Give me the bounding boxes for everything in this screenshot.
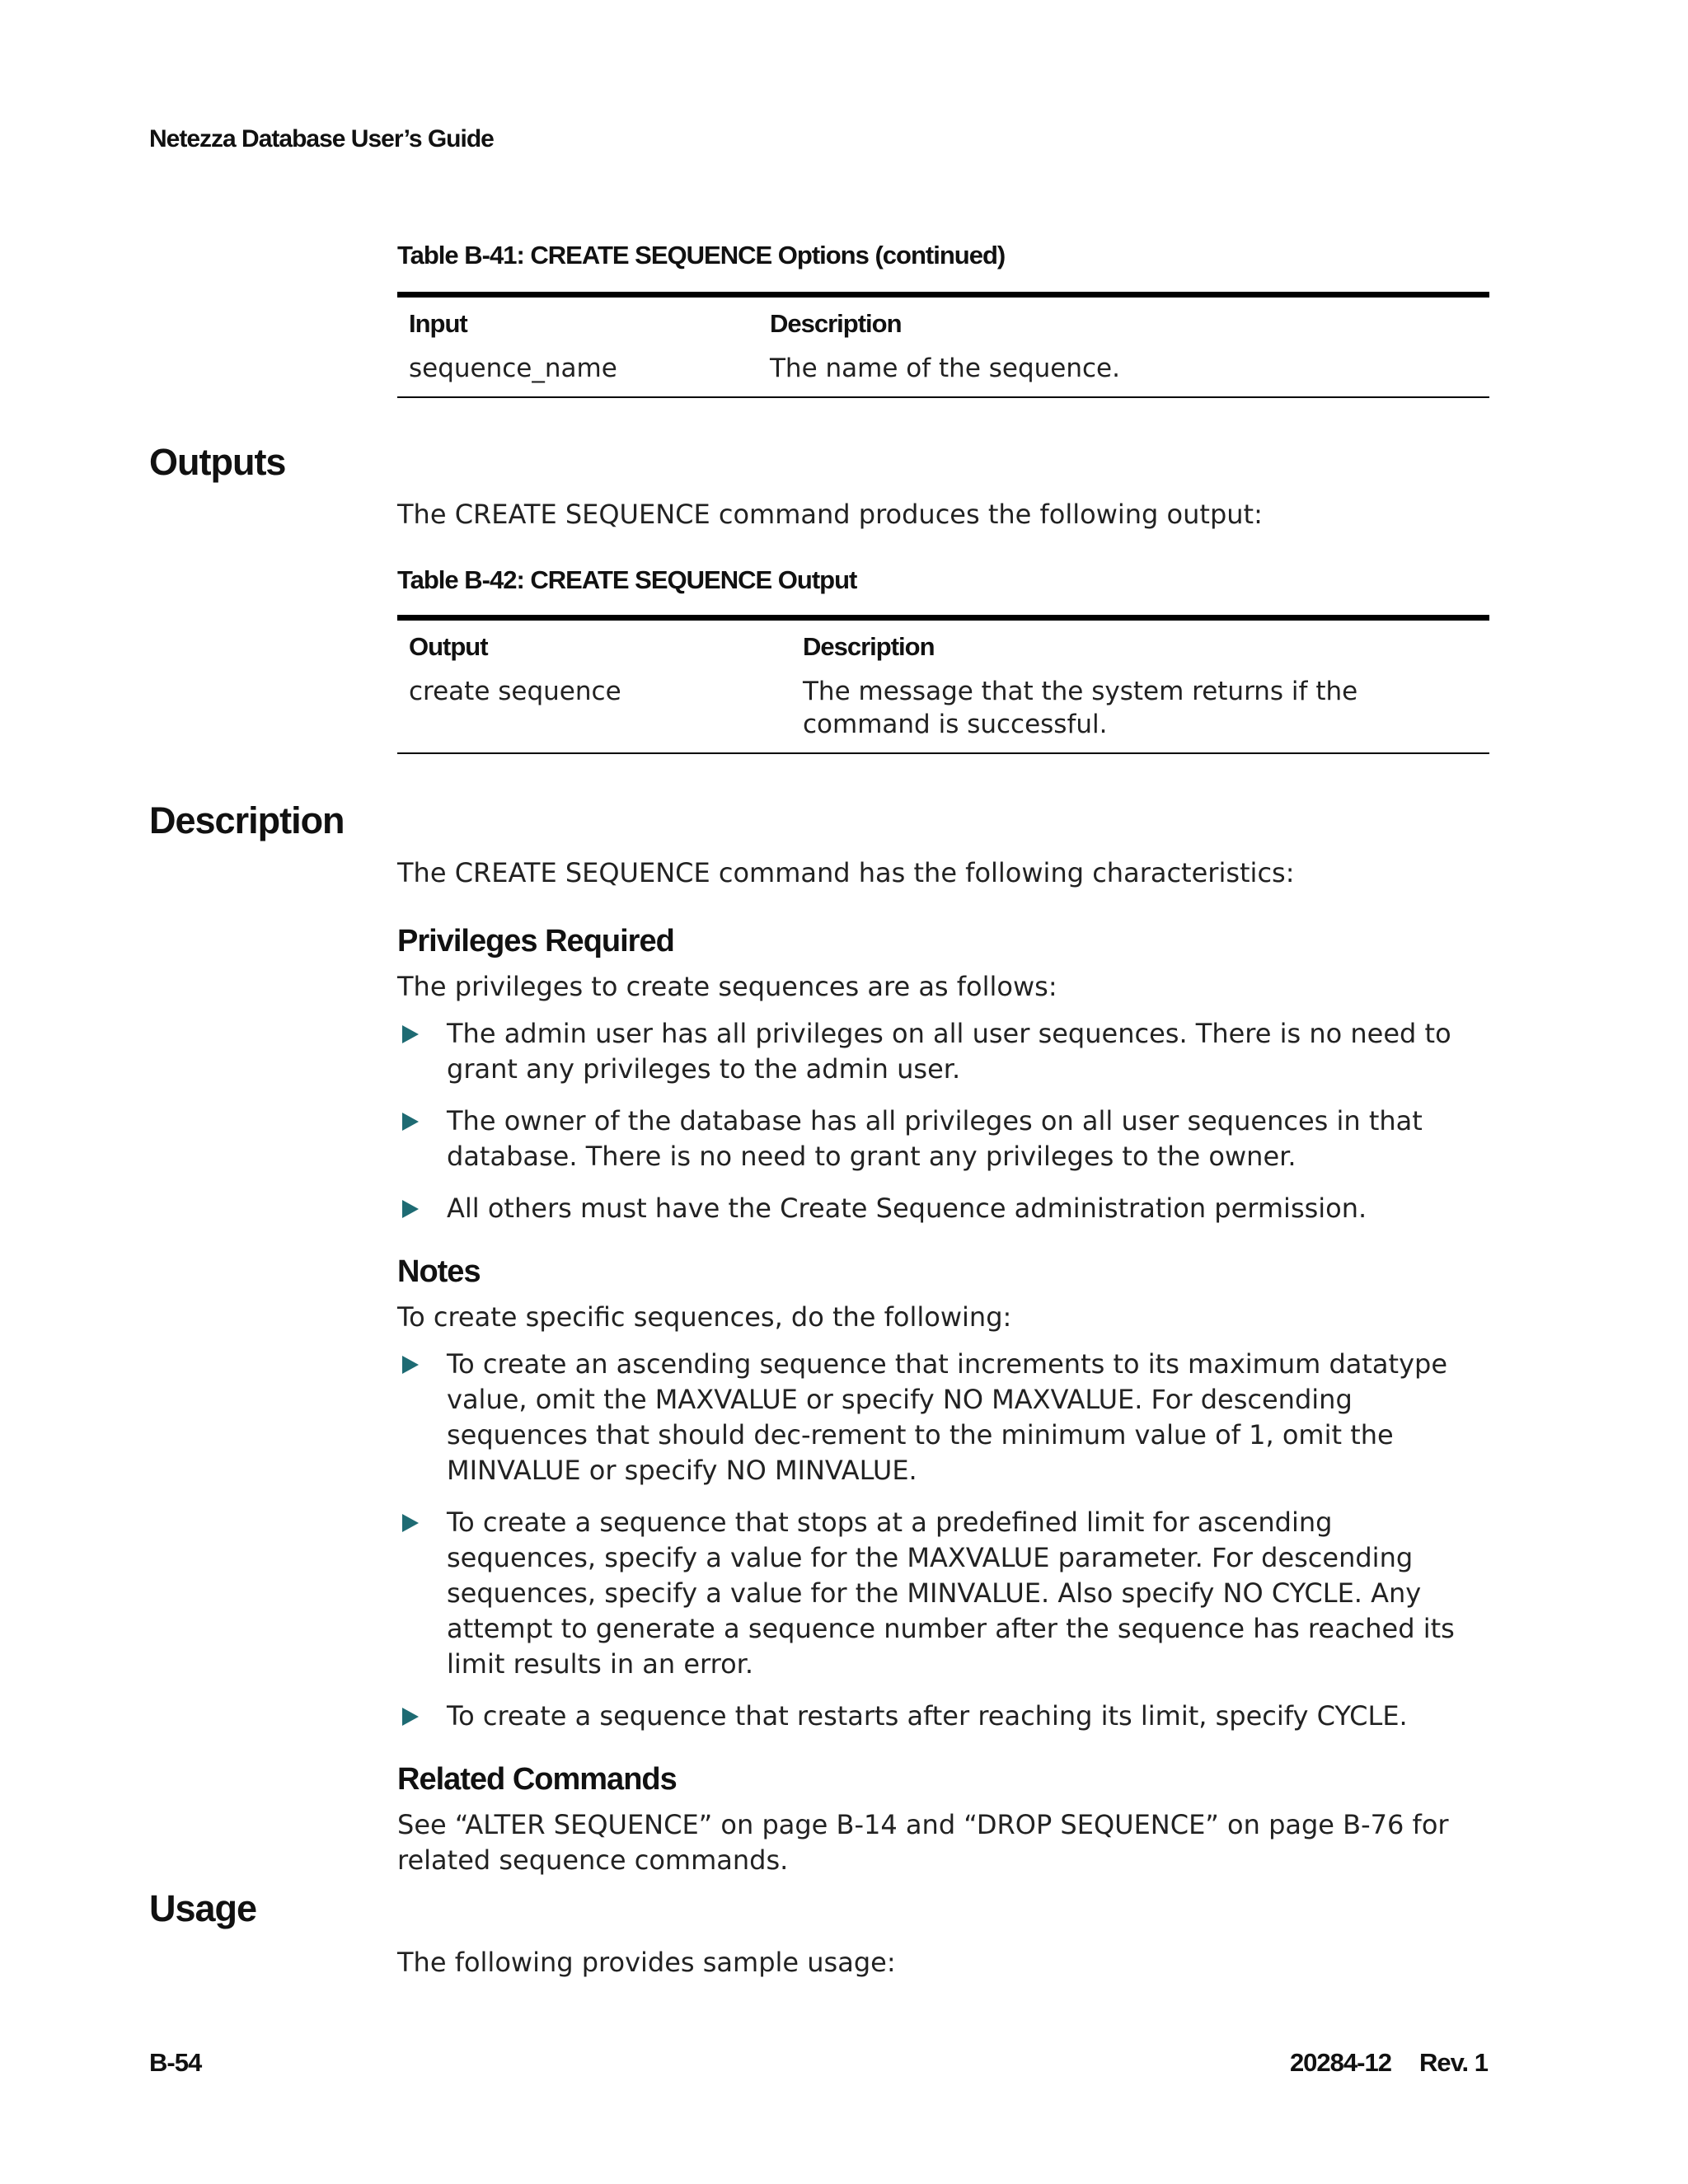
options-table-caption: Table B-41: CREATE SEQUENCE Options (continued) — [397, 241, 1006, 269]
description-intro: The CREATE SEQUENCE command has the following characteristics: — [397, 857, 1295, 888]
column-header: Description — [770, 309, 902, 338]
notes-intro: To create specific sequences, do the following: — [397, 1301, 1012, 1333]
outputs-section — [397, 497, 1489, 754]
page-number: B-54 — [149, 2048, 202, 2077]
privileges-list — [397, 1016, 1489, 1226]
running-header: Netezza Database User’s Guide — [149, 125, 494, 152]
related-commands-text: See “ALTER SEQUENCE” on page B-14 and “DROP SEQUENCE” on page B-76 for related sequence commands. — [397, 1809, 1449, 1876]
list-item: To create a sequence that restarts after reaching its limit, specify CYCLE. — [397, 1699, 1489, 1734]
doc-id — [1290, 2048, 1488, 2078]
description-section — [397, 855, 1489, 1878]
bullet-arrow-icon — [402, 1356, 419, 1374]
output-table-caption: Table B-42: CREATE SEQUENCE Output — [397, 565, 857, 594]
section-title-description: Description — [149, 799, 345, 841]
list-item: The owner of the database has all privileges on all user sequences in that database. There is no need to grant any privileges to the owner. — [397, 1104, 1489, 1174]
table-header-row — [397, 618, 1489, 669]
column-header: Description — [803, 632, 935, 661]
output-table — [397, 615, 1489, 754]
table-header-row — [397, 295, 1489, 346]
column-header: Output — [409, 632, 488, 661]
bullet-arrow-icon — [402, 1113, 419, 1131]
notes-heading: Notes — [397, 1254, 481, 1289]
bullet-arrow-icon — [402, 1514, 419, 1532]
privileges-heading: Privileges Required — [397, 924, 674, 958]
options-table — [397, 292, 1489, 398]
column-header: Input — [409, 309, 467, 338]
table-row — [397, 668, 1489, 753]
bullet-arrow-icon — [402, 1025, 419, 1043]
bullet-arrow-icon — [402, 1708, 419, 1726]
list-item: To create an ascending sequence that increments to its maximum datatype value, omit the MAXVALUE or specify NO MAXVALUE. For descending sequences that should dec-rement to the minimum value of 1, omit the MINVALUE or specify NO MINVALUE. — [397, 1347, 1489, 1488]
bullet-arrow-icon — [402, 1200, 419, 1218]
doc-revision: Rev. 1 — [1418, 2048, 1488, 2077]
privileges-intro: The privileges to create sequences are as follows: — [397, 971, 1057, 1002]
outputs-intro: The CREATE SEQUENCE command produces the following output: — [397, 499, 1263, 530]
table-cell: The name of the sequence. — [770, 354, 1120, 383]
list-item: All others must have the Create Sequence administration permission. — [397, 1191, 1489, 1226]
table-row — [397, 345, 1489, 397]
table-cell: create sequence — [409, 677, 621, 706]
related-commands-heading: Related Commands — [397, 1762, 677, 1797]
usage-section — [397, 1945, 1489, 1980]
list-item: To create a sequence that stops at a predefined limit for ascending sequences, specify a value for the MAXVALUE parameter. For descending sequences, specify a value for the MINVALUE. Also specify NO CYCLE. Any attempt to generate a sequence number after the sequence has reached its limit results in an error. — [397, 1505, 1489, 1682]
table-cell: sequence_name — [409, 354, 617, 383]
notes-list — [397, 1347, 1489, 1734]
list-item: The admin user has all privileges on all user sequences. There is no need to grant any privileges to the admin user. — [397, 1016, 1489, 1087]
doc-number: 20284-12 — [1289, 2048, 1391, 2077]
options-table-block — [397, 241, 1489, 398]
usage-intro: The following provides sample usage: — [397, 1947, 896, 1978]
section-title-outputs: Outputs — [149, 441, 286, 483]
table-cell: The message that the system returns if the command is successful. — [803, 677, 1358, 739]
section-title-usage: Usage — [149, 1887, 257, 1929]
